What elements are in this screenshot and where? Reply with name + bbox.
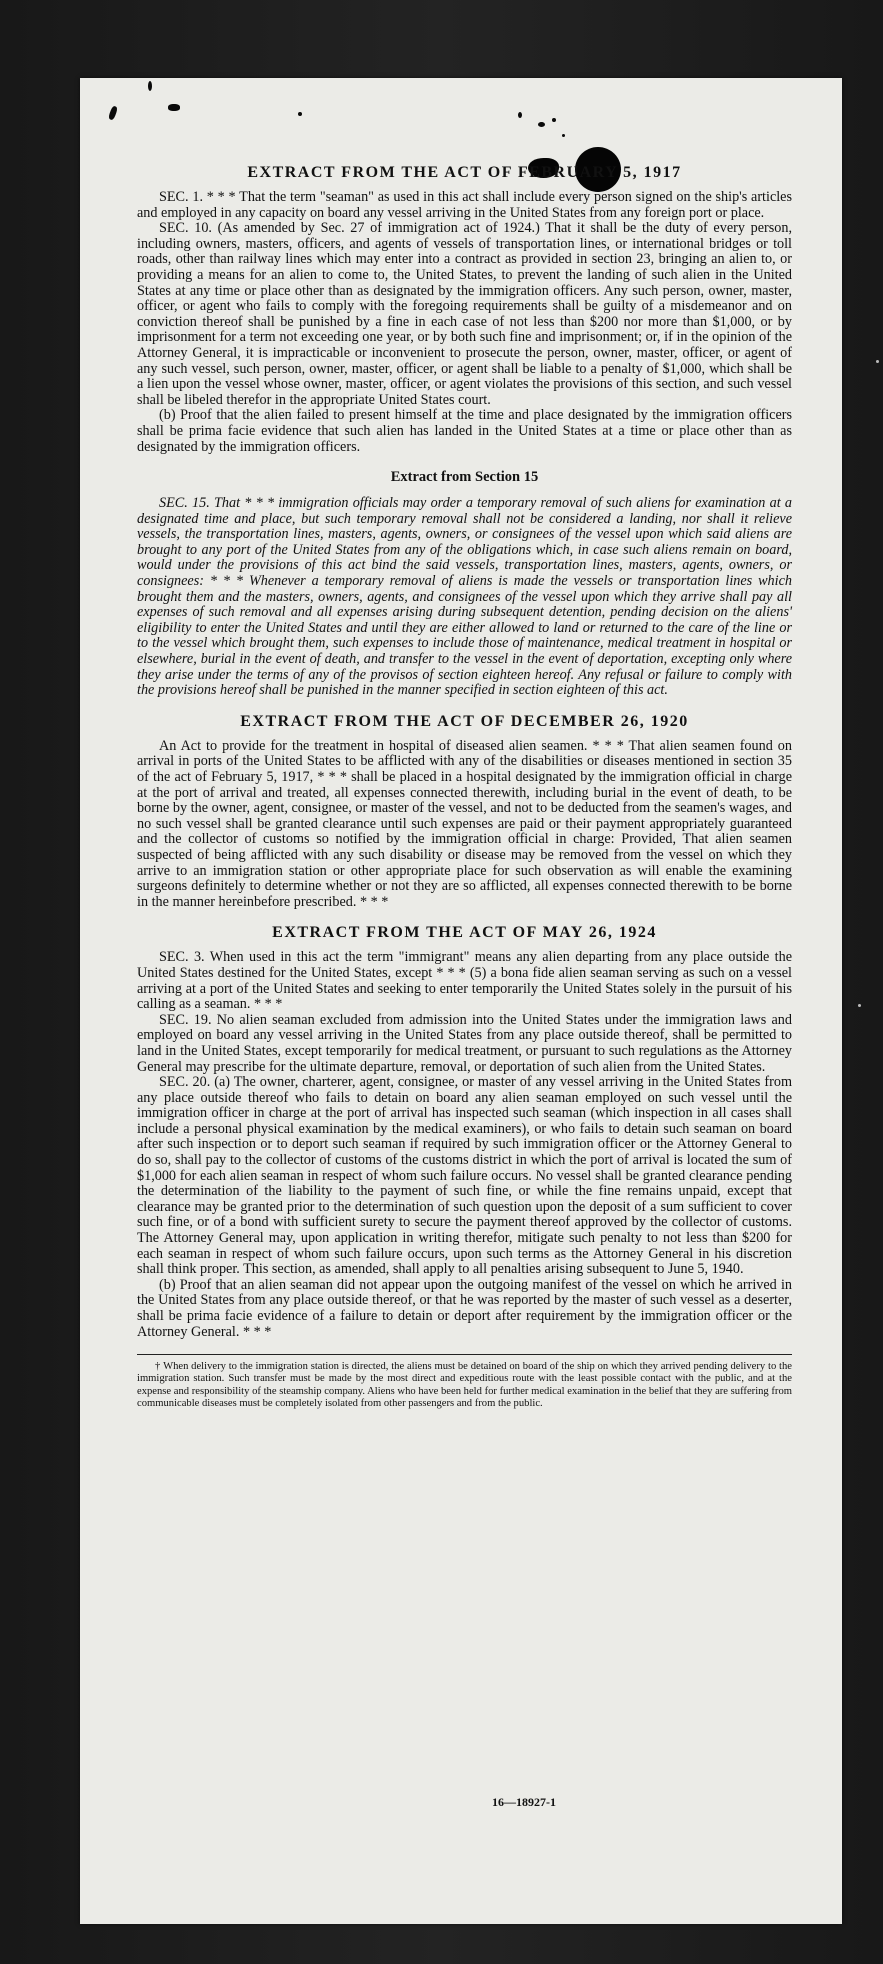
margin-speck [858, 1004, 861, 1007]
document-page [80, 78, 842, 1924]
subheading-section-15: Extract from Section 15 [390, 469, 539, 486]
paragraph-sec-20-b: (b) Proof that an alien seaman did not appear upon the outgoing manifest of the vessel on which he arrived in the United States from any place outside thereof, or that he was reported by the master of such vessel as a deserter, shall be prima facie evidence of a failure to detain or deport after requirement by the immigration officer or the Attorney General. * * * [137, 1276, 792, 1340]
footnote-divider [137, 1354, 792, 1355]
heading-act-1917: EXTRACT FROM THE ACT OF FEBRUARY 5, 1917 [247, 164, 682, 181]
paragraph-sec-15: SEC. 15. That * * * immigration officials may order a temporary removal of such aliens for examination at a designated time and place, but such temporary removal shall not be considered a landing, nor shall it relieve vessels, the transportation lines, masters, agents, owners, or consignees of the vessel upon which said aliens are brought to any port of the United States from any of the obligations which, in case such aliens remain on board, would under the provisions of this act bind the said vessels, transportation lines, masters, agents, owners, or consignees: * * * Whenever a temporary removal of aliens is made the vessels or transportation lines which brought them and the masters, owners, agents, and consignees of the vessel upon which they arrive shall pay all expenses of such removal and all expenses arising during subsequent detention, pending decision on the aliens' eligibility to enter the United States and until they are either allowed to land or returned to the care of the line or to the vessel which brought them, such expenses to include those of maintenance, medical treatment in hospital or elsewhere, burial in the event of death, and transfer to the vessel in the event of deportation, excepting only where they arise under the terms of any of the provisos of section eighteen hereof. Any refusal or failure to comply with the provisions hereof shall be punished in the manner specified in section eighteen of this act. [137, 495, 792, 699]
document-text [137, 164, 792, 1410]
heading-act-1920: EXTRACT FROM THE ACT OF DECEMBER 26, 1920 [240, 712, 689, 730]
paragraph-act-1920: An Act to provide for the treatment in hospital of diseased alien seamen. * * * That alien seamen found on arrival in ports of the United States to be afflicted with any of the disabilities or diseases mentioned in section 35 of the act of February 5, 1917, * * * shall be placed in a hospital designated by the immigration official in charge at the port of arrival and treated, all expenses connected therewith, including burial in the event of death, to be borne by the owner, agent, consignee, or master of the vessel, and not to be deducted from the seamen's wages, and no such vessel shall be granted clearance until such expenses are paid or their payment appropriately guaranteed and the collector of customs so notified by the immigration official in charge: Provided, That alien seamen suspected of being afflicted with any such disability or disease may be removed from the vessel on which they arrive to an immigration station or other appropriate place for such observation as will enable the examining surgeons definitely to determine whether or not they are so afflicted, all expenses connected therewith to be borne in the manner hereinbefore prescribed. * * * [137, 737, 792, 910]
paragraph-sec-3: SEC. 3. When used in this act the term "immigrant" means any alien departing from any place outside the United States destined for the United States, except * * * (5) a bona fide alien seaman serving as such on a vessel arriving at a port of the United States and seeking to enter temporarily the United States solely in the pursuit of his calling as a seaman. * * * [137, 949, 792, 1013]
heading-act-1924: EXTRACT FROM THE ACT OF MAY 26, 1924 [272, 924, 657, 942]
form-number: 16—18927-1 [492, 1795, 556, 1809]
paragraph-sec-10: SEC. 10. (As amended by Sec. 27 of immigration act of 1924.) That it shall be the duty of every person, including owners, masters, officers, and agents of vessels of transportation lines, or international bridges or toll roads, other than railway lines which may enter into a contract as provided in section 23, bringing an alien to, or providing a means for an alien to come to, the United States, to prevent the landing of such alien in the United States at any time or place other than as designated by the immigration officers. Any such person, owner, master, officer, or agent who fails to comply with the foregoing requirements shall be guilty of a misdemeanor and on conviction thereof shall be punished by a fine in each case of not less than $200 nor more than $1,000, or by imprisonment for a term not exceeding one year, or by both such fine and imprisonment; or, if in the opinion of the Attorney General, it is impracticable or inconvenient to prosecute the person, owner, master, officer, or agent of any such vessel, such person, owner, master, officer, or agent shall be liable to a penalty of $1,000, which shall be a lien upon the vessel whose owner, master, officer, or agent violates the provisions of this section, and such vessel shall be libeled therefor in the appropriate United States court. [137, 220, 792, 408]
paragraph-sec-19: SEC. 19. No alien seaman excluded from admission into the United States under the immigration laws and employed on board any vessel arriving in the United States from any place outside thereof, shall be permitted to land in the United States, except temporarily for medical treatment, or pursuant to such regulations as the Attorney General may prescribe for the ultimate departure, removal, or deportation of such alien from the United States. [137, 1011, 792, 1075]
paragraph-sec-1: SEC. 1. * * * That the term "seaman" as used in this act shall include every person signed on the ship's articles and employed in any capacity on board any vessel arriving in the United States from any foreign port or place. [137, 189, 792, 221]
paragraph-sec-10-b: (b) Proof that the alien failed to present himself at the time and place designated by the immigration officers shall be prima facie evidence that such alien has landed in the United States at a time or place other than as designated by the immigration officers. [137, 407, 792, 455]
paragraph-sec-20-a: SEC. 20. (a) The owner, charterer, agent, consignee, or master of any vessel arriving in the United States from any place outside thereof who fails to detain on board any alien seaman employed on such vessel until the immigration officer in charge at the port of arrival has inspected such seaman (which inspection in all cases shall include a personal physical examination by the medical examiners), or who fails to detain such seaman on board after such inspection or to deport such seaman if required by such immigration officer or the Attorney General to do so, shall pay to the collector of customs of the customs district in which the port of arrival is located the sum of $1,000 for each alien seaman in respect of whom such failure occurs. No vessel shall be granted clearance pending the determination of the liability to the payment of such fine, or while the fine remains unpaid, except that clearance may be granted prior to the determination of such question upon the deposit of a sum sufficient to cover such fine, or of a bond with sufficient surety to secure the payment thereof approved by the collector of customs. The Attorney General may, upon application in writing therefor, mitigate such penalty to not less than $200 for each seaman in respect of whom such failure occurs, upon such terms as the Attorney General in his discretion shall think proper. This section, as amended, shall apply to all penalties arising subsequent to June 5, 1940. [137, 1074, 792, 1278]
margin-speck [876, 360, 879, 363]
footnote: † When delivery to the immigration station is directed, the aliens must be detained on board of the ship on which they arrived pending delivery to the immigration station. Such transfer must be made by the most direct and expeditious route with the least possible contact with the public, and at the expense and responsibility of the steamship company. Aliens who have been held for further medical examination in the belief that they are suffering from communicable diseases must be completely isolated from other passengers and from the public. [137, 1361, 792, 1409]
